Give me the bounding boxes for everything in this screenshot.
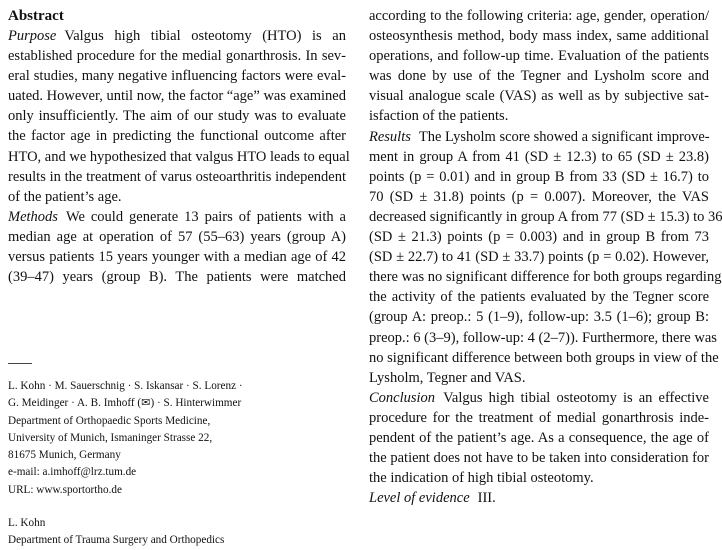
cut-off-affiliation: Department of Trauma Surgery and Orthopedics — [8, 534, 225, 547]
abstract-heading: Abstract — [8, 8, 64, 24]
conclusion-line: Conclusion Valgus high tibial osteotomy is an effective — [369, 389, 709, 406]
author-affiliation-block — [8, 378, 308, 499]
affiliation-line: University of Munich, Ismaninger Strasse 22, — [8, 431, 213, 444]
level-of-evidence-label: Level of evidence — [369, 490, 470, 507]
conclusion-label: Conclusion — [369, 389, 436, 406]
purpose-line: uated. However, until now, the factor “age” was examined — [8, 88, 346, 105]
url-link[interactable]: URL: www.sportortho.de — [8, 483, 122, 496]
methods-line: according to the following criteria: age, gender, operation/ — [369, 8, 709, 24]
purpose-line: results in the treatment of varus osteoarthritis independent — [8, 168, 346, 185]
purpose-line: the factor age in predicting the functional outcome after — [8, 128, 346, 145]
methods-label: Methods — [8, 208, 58, 225]
results-line: the activity of the patients evaluated by the Tegner score — [369, 289, 709, 306]
corresponding-author-block — [8, 515, 308, 547]
purpose-label: Purpose — [8, 28, 57, 44]
methods-line: isfaction of the patients. — [369, 108, 509, 125]
abstract-left-column — [8, 6, 350, 287]
conclusion-line: the indication of high tibial osteotomy. — [369, 470, 594, 487]
results-line: Lysholm, Tegner and VAS. — [369, 369, 526, 386]
results-line: preop.: 6 (3–9), follow-up: 4 (2–7)). Furthermore, there was — [369, 329, 717, 346]
conclusion-line: the patient does not have to be taken into consideration for — [369, 450, 709, 467]
results-line: ment in group A from 41 (SD ± 12.3) to 65 (SD ± 23.8) — [369, 148, 709, 165]
results-line: (SD ± 22.7) to 41 (SD ± 33.7) points (p = 0.02). However, — [369, 249, 709, 266]
methods-line: operations, and follow-up time. Evaluation of the patients — [369, 48, 709, 65]
author-names: L. Kohn · M. Sauerschnig · S. Iskansar · S. Lorenz · — [8, 380, 243, 392]
corresponding-author-name: L. Kohn — [8, 517, 46, 529]
results-line: Results The Lysholm score showed a significant improve- — [369, 128, 710, 145]
methods-line: visual analogue scale (VAS) as well as by subjective sat- — [369, 88, 709, 105]
results-line: 70 (SD ± 31.8) points (p = 0.007). Moreover, the VAS — [369, 188, 709, 205]
affiliation-line: 81675 Munich, Germany — [8, 449, 121, 462]
results-line: decreased significantly in group A from 77 (SD ± 15.3) to 36 — [369, 208, 722, 225]
purpose-line: established procedure for the medial gonarthrosis. In sev- — [8, 48, 346, 65]
methods-line: (39–47) years (group B). The patients were matched — [8, 269, 346, 286]
conclusion-line: procedure for the treatment of medial gonarthrosis inde- — [369, 409, 709, 426]
level-of-evidence-line: Level of evidence III. — [369, 490, 496, 507]
methods-line: was done by use of the Tegner and Lysholm score and — [369, 68, 709, 85]
footnote-divider — [8, 363, 32, 364]
results-line: there was no significant difference for both groups regarding — [369, 269, 722, 286]
results-label: Results — [369, 128, 411, 145]
methods-line: osteosynthesis method, body mass index, same additional — [369, 28, 709, 45]
abstract-right-column — [369, 6, 722, 508]
methods-line: Methods We could generate 13 pairs of patients with a — [8, 208, 346, 225]
conclusion-line: pendent of the patient’s age. As a consequence, the age of — [369, 429, 709, 446]
purpose-line: eral studies, many negative influencing factors were eval- — [8, 68, 346, 85]
results-line: points (p = 0.01) and in group B from 33 (SD ± 16.7) to — [369, 168, 709, 185]
purpose-line: Purpose Valgus high tibial osteotomy (HTO) is an — [8, 28, 346, 44]
results-line: (group A: preop.: 5 (1–9), follow-up: 3.5 (1–6); group B: — [369, 309, 709, 326]
purpose-line: only insufficiently. The aim of our study was to evaluate — [8, 108, 346, 125]
purpose-line: of the patient’s age. — [8, 188, 122, 205]
affiliation-line: Department of Orthopaedic Sports Medicine, — [8, 414, 211, 427]
purpose-line: HTO, and we hypothesized that valgus HTO leads to equal — [8, 148, 350, 165]
email-link[interactable]: e-mail: a.imhoff@lrz.tum.de — [8, 466, 137, 479]
results-line: no significant difference between both groups in view of the — [369, 349, 719, 366]
methods-line: median age at operation of 57 (55–63) years (group A) — [8, 228, 346, 245]
methods-line: versus patients 15 years younger with a median age of 42 — [8, 249, 346, 266]
results-line: (SD ± 21.3) points (p = 0.003) and in group B from 73 — [369, 229, 709, 246]
author-names: G. Meidinger · A. B. Imhoff (✉) · S. Hinterwimmer — [8, 397, 242, 410]
